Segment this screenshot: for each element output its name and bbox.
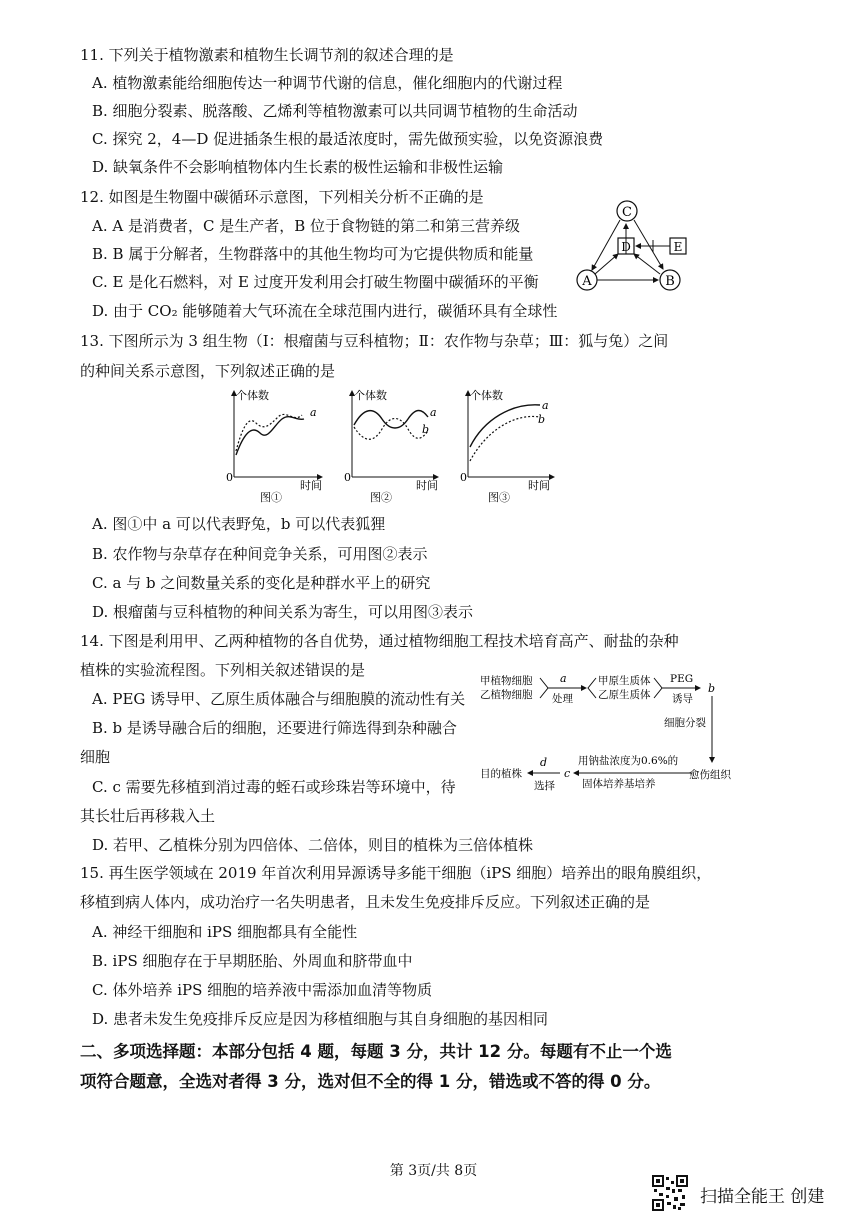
graph-2-caption: 图② bbox=[370, 491, 392, 504]
q14-option-d: D. 若甲、乙植株分别为四倍体、二倍体，则目的植株为三倍体植株 bbox=[92, 836, 534, 854]
carbon-cycle-diagram bbox=[570, 196, 700, 300]
flow-treat: 处理 bbox=[552, 693, 573, 705]
graph-3 bbox=[460, 388, 554, 504]
q15-option-d: D. 患者未发生免疫排斥反应是因为移植细胞与其自身细胞的基因相同 bbox=[92, 1010, 549, 1028]
q11-option-d: D. 缺氧条件不会影响植物体内生长素的极性运输和非极性运输 bbox=[92, 158, 504, 176]
q11-option-c: C. 探究 2，4—D 促进插条生根的最适浓度时，需先做预实验，以免资源浪费 bbox=[92, 130, 604, 148]
page-number: 第 3页/共 8页 bbox=[389, 1163, 478, 1179]
graph-1-origin: 0 bbox=[226, 471, 233, 484]
node-d-label: D bbox=[621, 240, 631, 254]
section2-heading-line2: 项符合题意，全选对者得 3 分，选对但不全的得 1 分，错选或不答的得 0 分。 bbox=[80, 1072, 661, 1091]
q13-option-a: A. 图①中 a 可以代表野兔，b 可以代表狐狸 bbox=[92, 515, 386, 533]
graph-2-series-b: b bbox=[422, 423, 430, 436]
flow-peg: PEG bbox=[670, 673, 694, 685]
q15-stem-line2: 移植到病人体内，成功治疗一名失明患者，且未发生免疫排斥反应。下列叙述正确的是 bbox=[80, 893, 651, 911]
node-b-label: B bbox=[665, 274, 675, 289]
flow-medium1: 用钠盐浓度为0.6%的 bbox=[578, 755, 679, 767]
graph-3-xlabel: 时间 bbox=[528, 479, 550, 492]
flow-proto2: 乙原生质体 bbox=[598, 689, 651, 701]
q14-option-c-line1: C. c 需要先移植到消过毒的蛭石或珍珠岩等环境中，待 bbox=[92, 778, 456, 796]
flow-plant1: 甲植物细胞 bbox=[480, 675, 533, 687]
node-c-label: C bbox=[622, 205, 632, 220]
graph-2 bbox=[344, 388, 438, 504]
graph-2-ylabel: 个体数 bbox=[354, 389, 387, 402]
q11-stem: 11. 下列关于植物激素和植物生长调节剂的叙述合理的是 bbox=[80, 46, 454, 64]
section2-heading-line1: 二、多项选择题：本部分包括 4 题，每题 3 分，共计 12 分。每题有不止一个选 bbox=[80, 1042, 672, 1061]
graph-3-series-b: b bbox=[538, 413, 546, 426]
graph-1 bbox=[226, 388, 322, 504]
q14-option-a: A. PEG 诱导甲、乙原生质体融合与细胞膜的流动性有关 bbox=[92, 690, 466, 708]
graph-1-series-a: a bbox=[310, 406, 317, 419]
q14-stem-line1: 14. 下图是利用甲、乙两种植物的各自优势，通过植物细胞工程技术培育高产、耐盐的杂种 bbox=[80, 632, 679, 650]
flow-label-a: a bbox=[560, 672, 567, 685]
flow-plant2: 乙植物细胞 bbox=[480, 689, 533, 701]
q12-option-c: C. E 是化石燃料，对 E 过度开发利用会打破生物圈中碳循环的平衡 bbox=[92, 273, 539, 291]
population-graphs bbox=[222, 385, 562, 507]
flow-label-c: c bbox=[564, 767, 571, 780]
q15-stem-line1: 15. 再生医学领域在 2019 年首次利用异源诱导多能干细胞（iPS 细胞）培养出的眼角膜组织， bbox=[80, 864, 712, 882]
q15-option-b: B. iPS 细胞存在于早期胚胎、外周血和脐带血中 bbox=[92, 952, 413, 970]
q14-option-c-line2: 其长壮后再移栽入土 bbox=[80, 807, 216, 825]
graph-2-series-a: a bbox=[430, 406, 437, 419]
scanner-watermark bbox=[652, 1173, 852, 1213]
q12-option-b: B. B 属于分解者，生物群落中的其他生物均可为它提供物质和能量 bbox=[92, 245, 534, 263]
scanner-watermark-text: 扫描全能王 创建 bbox=[700, 1187, 825, 1207]
q14-option-b-line1: B. b 是诱导融合后的细胞，还要进行筛选得到杂种融合 bbox=[92, 719, 457, 737]
graph-3-series-a: a bbox=[542, 399, 549, 412]
flow-divide: 细胞分裂 bbox=[664, 717, 706, 729]
qr-code-icon bbox=[652, 1175, 688, 1211]
flow-medium2: 固体培养基培养 bbox=[582, 778, 656, 790]
cell-fusion-flowchart bbox=[478, 670, 778, 800]
graph-3-ylabel: 个体数 bbox=[470, 389, 503, 402]
flow-proto1: 甲原生质体 bbox=[598, 675, 651, 687]
node-a-label: A bbox=[582, 274, 592, 289]
node-e-label: E bbox=[673, 240, 683, 254]
q13-option-c: C. a 与 b 之间数量关系的变化是种群水平上的研究 bbox=[92, 574, 431, 592]
q13-stem-line2: 的种间关系示意图，下列叙述正确的是 bbox=[80, 362, 336, 380]
graph-1-caption: 图① bbox=[260, 491, 282, 504]
q13-option-b: B. 农作物与杂草存在种间竞争关系，可用图②表示 bbox=[92, 545, 428, 563]
q15-option-a: A. 神经干细胞和 iPS 细胞都具有全能性 bbox=[92, 923, 358, 941]
q11-option-b: B. 细胞分裂素、脱落酸、乙烯利等植物激素可以共同调节植物的生命活动 bbox=[92, 102, 578, 120]
graph-1-ylabel: 个体数 bbox=[236, 389, 269, 402]
q13-stem-line1: 13. 下图所示为 3 组生物（Ⅰ：根瘤菌与豆科植物；Ⅱ：农作物与杂草；Ⅲ：狐与兔）之间 bbox=[80, 332, 669, 350]
q13-option-d: D. 根瘤菌与豆科植物的种间关系为寄生，可以用图③表示 bbox=[92, 603, 474, 621]
q14-stem-line2: 植株的实验流程图。下列相关叙述错误的是 bbox=[80, 661, 366, 679]
q12-option-a: A. A 是消费者，C 是生产者，B 位于食物链的第二和第三营养级 bbox=[92, 217, 521, 235]
q14-option-b-line2: 细胞 bbox=[80, 748, 111, 766]
graph-1-xlabel: 时间 bbox=[300, 479, 322, 492]
flow-callus: 愈伤组织 bbox=[689, 769, 731, 781]
q12-stem: 12. 如图是生物圈中碳循环示意图，下列相关分析不正确的是 bbox=[80, 188, 484, 206]
graph-3-origin: 0 bbox=[460, 471, 467, 484]
q15-option-c: C. 体外培养 iPS 细胞的培养液中需添加血清等物质 bbox=[92, 981, 433, 999]
flow-label-d: d bbox=[540, 756, 548, 769]
q11-option-a: A. 植物激素能给细胞传达一种调节代谢的信息，催化细胞内的代谢过程 bbox=[92, 74, 563, 92]
q12-option-d: D. 由于 CO₂ 能够随着大气环流在全球范围内进行，碳循环具有全球性 bbox=[92, 302, 558, 320]
flow-induce: 诱导 bbox=[672, 693, 693, 705]
flow-select: 选择 bbox=[534, 780, 555, 792]
flow-target: 目的植株 bbox=[480, 768, 522, 780]
graph-2-xlabel: 时间 bbox=[416, 479, 438, 492]
graph-3-caption: 图③ bbox=[488, 491, 510, 504]
graph-2-origin: 0 bbox=[344, 471, 351, 484]
flow-label-b: b bbox=[708, 682, 716, 695]
